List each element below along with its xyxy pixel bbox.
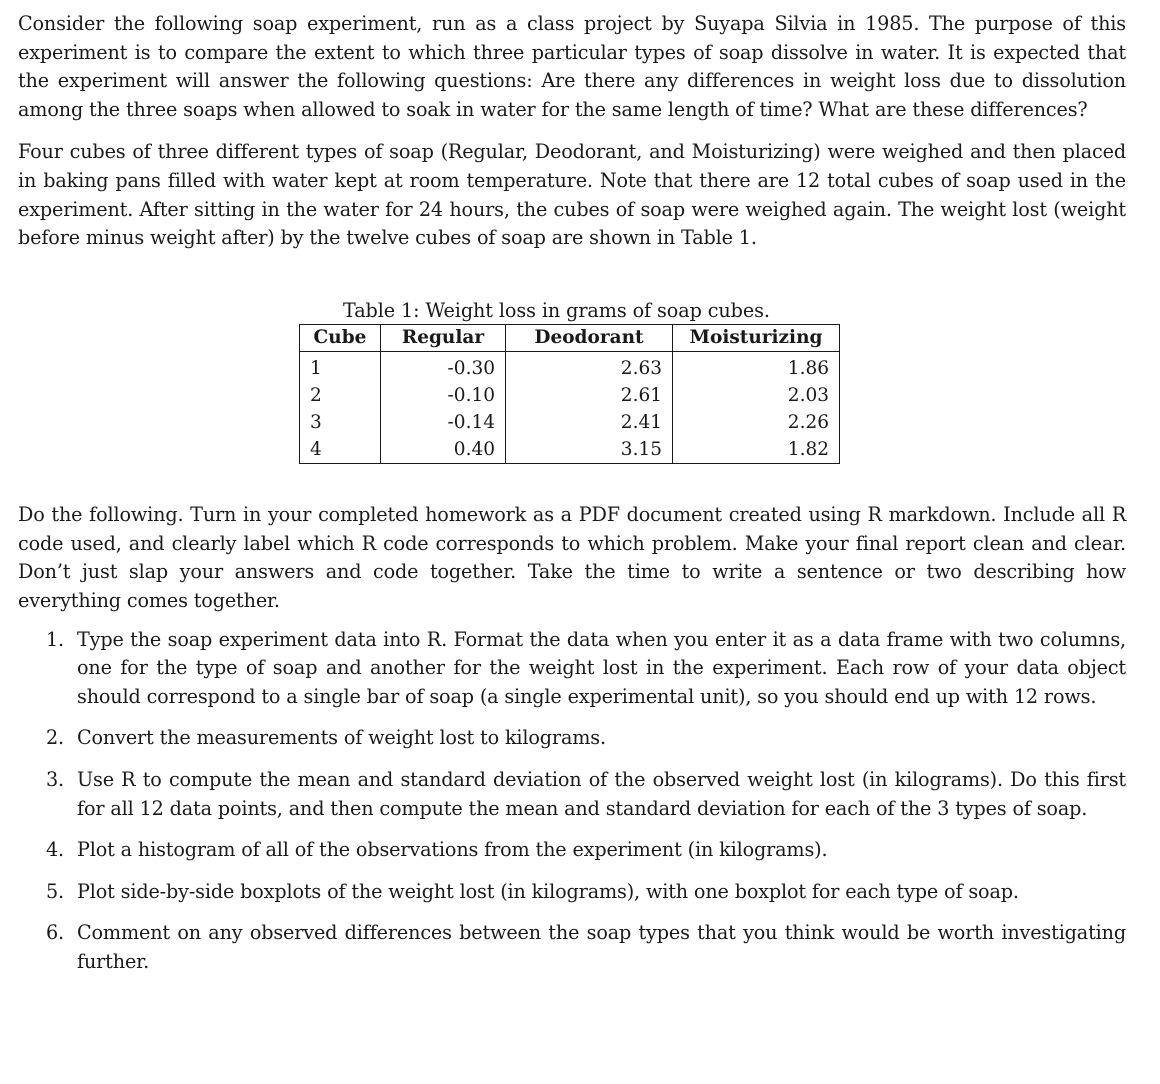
header-regular: Regular — [381, 324, 506, 352]
cell-deodorant: 2.41 — [506, 409, 673, 436]
task-number: 3. — [46, 768, 65, 791]
list-item — [18, 836, 1126, 865]
task-number: 5. — [46, 879, 65, 903]
task-text: Type the soap experiment data into R. Format the data when you enter it as a data frame with two columns, one for the type of soap and another for the weight lost in the experiment. Each row of your data object should correspond to a single bar of soap (a single experimental unit), so you should end up with 12 rows. — [77, 627, 1126, 708]
list-item — [18, 919, 1126, 976]
table-row — [300, 382, 840, 409]
task-text: Plot a histogram of all of the observations from the experiment (in kilograms). — [77, 838, 828, 862]
list-item — [18, 766, 1126, 823]
header-moisturizing: Moisturizing — [673, 324, 840, 352]
intro-paragraph-1: Consider the following soap experiment, run as a class project by Suyapa Silvia in 1985. The purpose of this experiment is to compare the extent to which three particular types of soap dissolve in water. It is expected that the experiment will answer the following questions: Are there any differences in weight loss due to dissolution among the three soaps when allowed to soak in water for the same length of time? What are these differences? — [18, 12, 1126, 121]
cell-moisturizing: 2.03 — [673, 382, 840, 409]
task-list — [18, 626, 1126, 977]
task-text: Comment on any observed differences between the soap types that you think would be worth investigating further. — [77, 921, 1126, 973]
task-number: 6. — [46, 921, 65, 945]
table-row — [300, 436, 840, 464]
cell-cube: 4 — [300, 436, 381, 464]
table-block — [299, 299, 847, 465]
task-number: 4. — [46, 838, 65, 862]
instructions-paragraph: Do the following. Turn in your completed homework as a PDF document created using R markdown. Include all R code used, and clearly label which R code corresponds to which problem. Make your final report clean and clear. Don’t just slap your answers and code together. Take the time to write a sentence or two describing how everything comes together. — [18, 503, 1126, 613]
list-item — [18, 878, 1126, 907]
task-number: 1. — [46, 627, 65, 651]
header-cube: Cube — [300, 324, 381, 352]
list-item — [18, 724, 1126, 753]
cell-cube: 1 — [300, 352, 381, 383]
intro-paragraph-2: Four cubes of three different types of soap (Regular, Deodorant, and Moisturizing) were weighed and then placed in baking pans filled with water kept at room temperature. Note that there are 12 total cubes of soap used in the experiment. After sitting in the water for 24 hours, the cubes of soap were weighed again. The weight lost (weight before minus weight after) by the twelve cubes of soap are shown in Table 1. — [18, 140, 1126, 250]
table-header-row — [300, 324, 840, 352]
cell-deodorant: 2.61 — [506, 382, 673, 409]
task-text: Plot side-by-side boxplots of the weight lost (in kilograms), with one boxplot for each type of soap. — [77, 879, 1019, 903]
task-text: Convert the measurements of weight lost to kilograms. — [77, 726, 606, 750]
cell-regular: -0.14 — [381, 409, 506, 436]
cell-moisturizing: 2.26 — [673, 409, 840, 436]
cell-deodorant: 3.15 — [506, 436, 673, 464]
cell-moisturizing: 1.86 — [673, 352, 840, 383]
task-number: 2. — [46, 726, 65, 750]
cell-regular: 0.40 — [381, 436, 506, 464]
soap-weight-table — [299, 324, 840, 465]
cell-moisturizing: 1.82 — [673, 436, 840, 464]
list-item — [18, 626, 1126, 712]
cell-cube: 2 — [300, 382, 381, 409]
task-text: Use R to compute the mean and standard deviation of the observed weight lost (in kilograms). Do this first for all 12 data points, and then compute the mean and standard deviation for each of the 3 types of soap. — [77, 768, 1126, 820]
header-deodorant: Deodorant — [506, 324, 673, 352]
table-row — [300, 409, 840, 436]
table-row — [300, 352, 840, 383]
cell-deodorant: 2.63 — [506, 352, 673, 383]
document-page — [18, 10, 1126, 990]
cell-regular: -0.30 — [381, 352, 506, 383]
cell-regular: -0.10 — [381, 382, 506, 409]
table-caption: Table 1: Weight loss in grams of soap cubes. — [343, 298, 770, 322]
cell-cube: 3 — [300, 409, 381, 436]
